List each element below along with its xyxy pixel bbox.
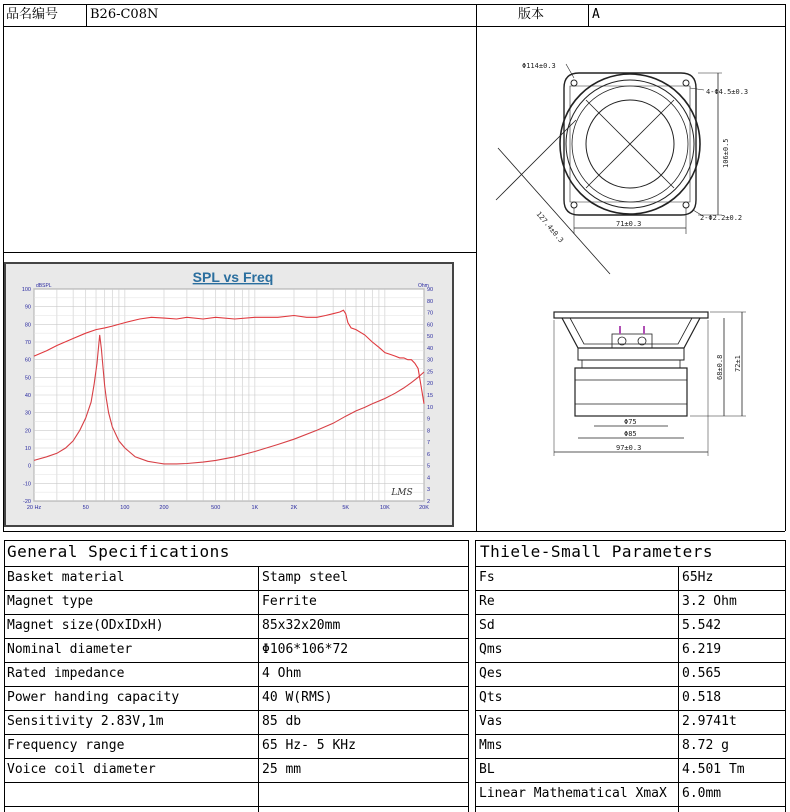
general-specs-value: Ferrite [262, 594, 317, 609]
chart-y-tick-right: 60 [427, 322, 434, 329]
general-specs-label: Sensitivity 2.83V,1m [7, 714, 164, 729]
general-specs-value: 40 W(RMS) [262, 690, 333, 705]
chart-x-tick: 50 [82, 505, 89, 511]
chart-left-unit: dBSPL [36, 283, 52, 289]
chart-x-tick: 20K [419, 505, 429, 511]
chart-y-tick-right: 5 [427, 463, 431, 470]
ts-params-label: Re [479, 594, 495, 609]
border-header-bottom [3, 26, 785, 27]
dim-total-height: 72±1 [734, 355, 742, 372]
general-specs-value: 85 db [262, 714, 302, 729]
general-specs-row-line [4, 614, 468, 615]
chart-y-tick-right: 40 [427, 345, 434, 352]
chart-y-tick-left: 40 [24, 393, 31, 399]
ts-params-value: 4.501 Tm [682, 762, 745, 777]
chart-y-tick-left: 10 [24, 446, 31, 452]
chart-y-tick-right: 20 [427, 381, 434, 388]
chart-y-tick-right: 8 [427, 428, 431, 435]
ts-params-row-line [475, 710, 785, 711]
chart-x-tick: 5K [342, 505, 350, 511]
general-specs-row-line [4, 590, 468, 591]
ts-params-row-line [475, 686, 785, 687]
chart-y-tick-left: 70 [24, 340, 31, 346]
ts-params-label: Sd [479, 618, 495, 633]
general-specs-row-line [4, 806, 468, 807]
ts-params-row-line [475, 638, 785, 639]
header-divider-2 [588, 4, 589, 26]
ts-params-label: Qts [479, 690, 503, 705]
ts-params-title: Thiele-Small Parameters [480, 542, 714, 561]
ts-params-value: 0.518 [682, 690, 722, 705]
general-specs-row-line [4, 710, 468, 711]
chart-y-tick-left: -10 [23, 481, 31, 488]
chart-y-tick-right: 90 [427, 287, 434, 293]
general-specs-label: Nominal diameter [7, 642, 133, 657]
general-specs-left [4, 540, 5, 812]
version-value: A [592, 7, 600, 22]
ts-params-value: 6.219 [682, 642, 722, 657]
chart-watermark: LMS [391, 488, 413, 498]
chart-y-tick-right: 3 [427, 487, 431, 494]
part-no-value: B26-C08N [90, 7, 159, 22]
chart-y-tick-right: 50 [427, 334, 434, 341]
chart-right-unit: Ohm [418, 283, 429, 289]
border-top [3, 4, 785, 5]
dim-width: 97±0.3 [616, 444, 642, 452]
chart-y-tick-left: 100 [21, 287, 31, 293]
chart-title: SPL vs Freq [192, 269, 274, 285]
general-specs-row-line [4, 662, 468, 663]
general-specs-value: 65 Hz- 5 KHz [262, 738, 356, 753]
dim-d85: Φ85 [624, 430, 637, 438]
chart-y-tick-right: 4 [427, 475, 431, 482]
chart-y-tick-left: -20 [23, 499, 31, 505]
chart-y-tick-left: 80 [24, 322, 31, 329]
chart-x-tick: 20 Hz [26, 505, 42, 511]
chart-y-tick-right: 2 [427, 499, 431, 505]
header-divider-1 [86, 4, 87, 26]
top-view-drawing [496, 64, 722, 274]
dim-height: 106±0.5 [722, 138, 730, 168]
ts-params-label: Linear Mathematical XmaX [479, 786, 667, 801]
ts-params-value: 6.0mm [682, 786, 722, 801]
ts-params-value: 5.542 [682, 618, 722, 633]
chart-x-tick: 10K [379, 505, 390, 511]
ts-params-row-line [475, 614, 785, 615]
chart-y-tick-left: 90 [24, 304, 31, 311]
general-specs-right [468, 540, 469, 812]
chart-y-tick-left: 50 [24, 375, 31, 382]
general-specs-header-bottom [4, 566, 468, 567]
general-specs-row-line [4, 638, 468, 639]
chart-x-tick: 100 [120, 505, 130, 511]
chart-y-tick-left: 0 [27, 463, 31, 470]
dim-d75: Φ75 [624, 418, 637, 426]
dim-hole-spacing: 71±0.3 [616, 220, 642, 228]
chart-y-tick-right: 80 [427, 298, 434, 305]
general-specs-label: Frequency range [7, 738, 125, 753]
general-specs-value: 4 Ohm [262, 666, 302, 681]
general-specs-label: Magnet type [7, 594, 94, 609]
border-image-chart [3, 252, 477, 253]
chart-y-tick-right: 15 [427, 393, 434, 399]
general-specs-label: Basket material [7, 570, 125, 585]
ts-params-row-line [475, 806, 785, 807]
chart-x-tick: 1K [251, 505, 259, 511]
general-specs-value: Stamp steel [262, 570, 349, 585]
general-specs-row-line [4, 686, 468, 687]
ts-params-value: 3.2 Ohm [682, 594, 737, 609]
ts-params-top [475, 540, 785, 541]
ts-params-value: 2.9741t [682, 714, 737, 729]
chart-y-tick-right: 25 [427, 369, 434, 376]
ts-params-label: Mms [479, 738, 503, 753]
ts-params-label: Vas [479, 714, 503, 729]
border-right [785, 4, 786, 531]
dim-inner-height: 68±0.8 [716, 354, 724, 380]
chart-y-tick-right: 70 [427, 310, 434, 317]
dim-terminal-holes: 2-Φ2.2±0.2 [700, 214, 743, 222]
ts-params-left [475, 540, 476, 812]
speaker-drawing [478, 28, 784, 528]
general-specs-top [4, 540, 468, 541]
general-specs-row-line [4, 758, 468, 759]
chart-y-tick-left: 30 [24, 410, 31, 417]
chart-y-tick-right: 30 [427, 357, 434, 364]
chart-y-tick-left: 20 [24, 428, 31, 435]
ts-params-label: Fs [479, 570, 495, 585]
part-no-label: 品名编号 [6, 7, 59, 22]
spl-vs-freq-chart [4, 262, 454, 527]
ts-params-row-line [475, 758, 785, 759]
ts-params-row-line [475, 782, 785, 783]
chart-y-tick-right: 9 [427, 416, 431, 423]
chart-y-tick-right: 6 [427, 451, 431, 458]
dim-mount-holes: 4-Φ4.5±0.3 [706, 88, 749, 96]
general-specs-label: Rated impedance [7, 666, 125, 681]
ts-params-right [785, 540, 786, 812]
dim-diagonal: 127.4±0.3 [534, 210, 565, 245]
ts-params-row-line [475, 734, 785, 735]
dim-bolt-circle: Φ114±0.3 [522, 62, 556, 70]
ts-params-value: 0.565 [682, 666, 722, 681]
ts-params-label: BL [479, 762, 495, 777]
general-specs-label: Magnet size(ODxIDxH) [7, 618, 164, 633]
ts-params-label: Qms [479, 642, 503, 657]
general-specs-title: General Specifications [7, 542, 230, 561]
ts-params-value: 8.72 g [682, 738, 729, 753]
chart-y-tick-left: 60 [24, 357, 31, 364]
general-specs-row-line [4, 734, 468, 735]
general-specs-value: Φ106*106*72 [262, 642, 349, 657]
ts-params-row-line [475, 662, 785, 663]
ts-params-row-line [475, 590, 785, 591]
header-divider-mid [476, 4, 477, 531]
general-specs-value: 25 mm [262, 762, 302, 777]
ts-params-header-bottom [475, 566, 785, 567]
border-upper-bottom [3, 531, 785, 532]
general-specs-row-line [4, 782, 468, 783]
chart-y-tick-right: 10 [427, 404, 434, 411]
side-view-drawing [554, 312, 746, 456]
general-specs-label: Voice coil diameter [7, 762, 156, 777]
chart-x-tick: 500 [211, 505, 221, 511]
drawing-dimension-labels [522, 62, 748, 452]
chart-x-tick: 2K [290, 505, 298, 511]
ts-params-value: 65Hz [682, 570, 714, 585]
general-specs-label: Power handing capacity [7, 690, 180, 705]
ts-params-label: Qes [479, 666, 503, 681]
chart-x-tick: 200 [159, 505, 169, 511]
ts-params-col-divider [678, 566, 679, 812]
chart-y-tick-right: 7 [427, 440, 431, 447]
general-specs-value: 85x32x20mm [262, 618, 341, 633]
general-specs-col-divider [258, 566, 259, 812]
version-label: 版本 [518, 7, 545, 22]
